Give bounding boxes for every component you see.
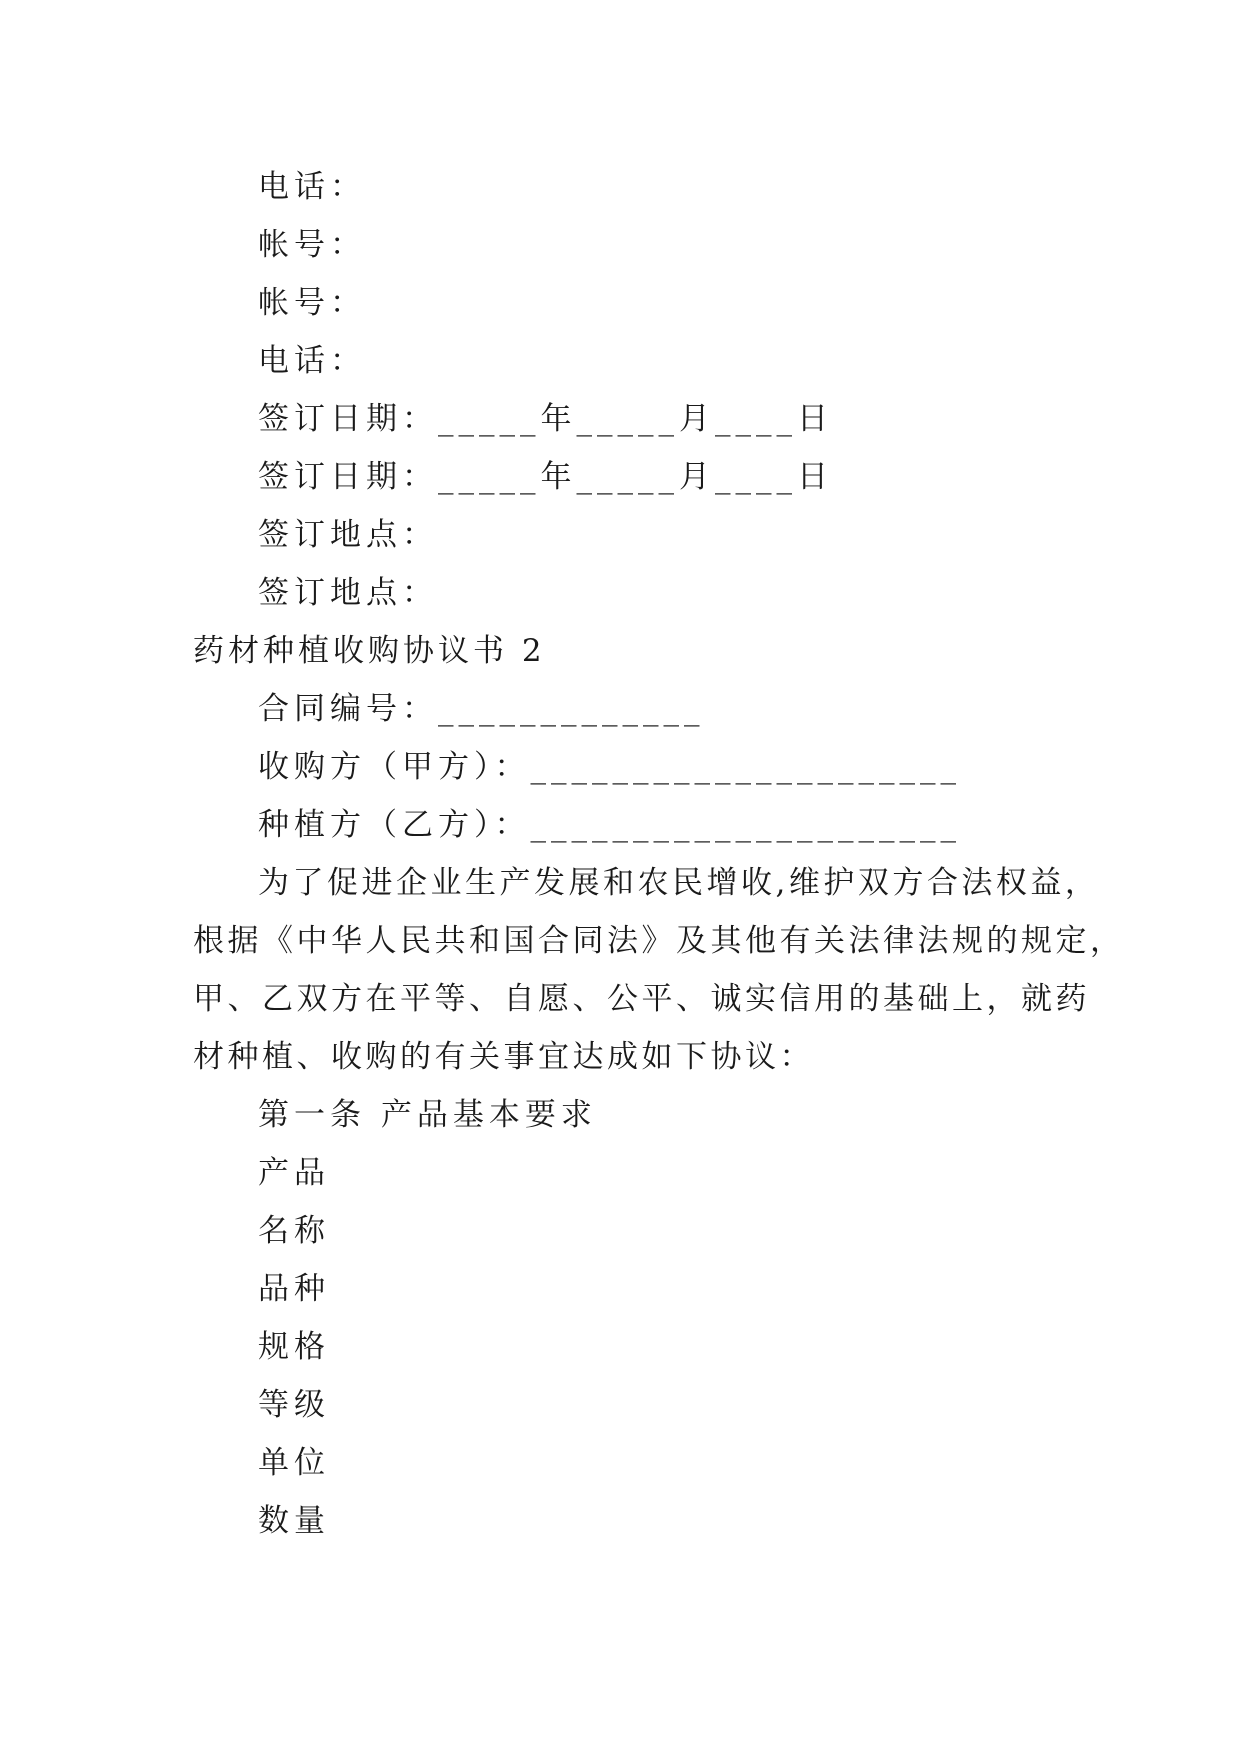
- product-item: 规格: [258, 1329, 330, 1365]
- paragraph-line: 材种植、收购的有关事宜达成如下协议：: [193, 1039, 814, 1075]
- signing-date-line: 签订日期：_____年_____月____日: [258, 401, 833, 437]
- signing-place-line: 签订地点：: [258, 575, 438, 611]
- product-item: 数量: [258, 1503, 330, 1539]
- account-line: 帐号：: [258, 285, 366, 321]
- paragraph-line: 为了促进企业生产发展和农民增收,维护双方合法权益，: [258, 865, 1100, 901]
- intro-paragraph: [193, 863, 1125, 1095]
- product-item: 单位: [258, 1445, 330, 1481]
- buyer-field: 收购方（甲方）：_____________________: [258, 749, 961, 785]
- product-item: 产品: [258, 1155, 330, 1191]
- grower-field: 种植方（乙方）：_____________________: [258, 807, 961, 843]
- contract-number-field: 合同编号：_____________: [258, 691, 705, 727]
- product-item: 品种: [258, 1271, 330, 1307]
- product-item: 名称: [258, 1213, 330, 1249]
- section-title: 药材种植收购协议书 2: [193, 633, 546, 669]
- phone-line: 电话：: [258, 343, 366, 379]
- paragraph-line: 甲、乙双方在平等、自愿、公平、诚实信用的基础上，就药: [193, 981, 1090, 1017]
- paragraph-line: 根据《中华人民共和国合同法》及其他有关法律法规的规定，: [193, 923, 1125, 959]
- phone-line: 电话：: [258, 169, 366, 205]
- account-line: 帐号：: [258, 227, 366, 263]
- product-item: 等级: [258, 1387, 330, 1423]
- signing-date-line: 签订日期：_____年_____月____日: [258, 459, 833, 495]
- article-heading: 第一条 产品基本要求: [258, 1097, 597, 1133]
- signing-place-line: 签订地点：: [258, 517, 438, 553]
